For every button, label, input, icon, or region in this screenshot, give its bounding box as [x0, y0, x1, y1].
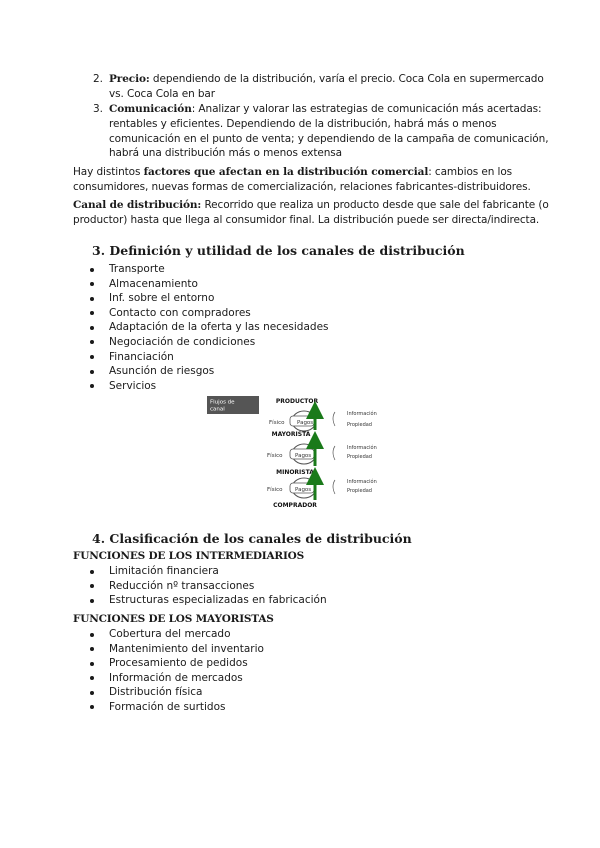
bullet-item: Asunción de riesgos [90, 364, 329, 379]
diagram-title: Flujos de [210, 399, 235, 406]
left-label: Físico [267, 487, 283, 493]
item-text: : Analizar y valorar las estrategias de comunicación más acertadas: [191, 103, 542, 115]
bullet-item: Información de mercados [90, 671, 264, 686]
left-label: Físico [267, 453, 283, 459]
bullet-item: Reducción nº transacciones [90, 579, 327, 594]
bullet-item: Formación de surtidos [90, 700, 264, 715]
section-3-list [90, 262, 329, 393]
bullet-item: Distribución física [90, 685, 264, 700]
mayoristas-heading: FUNCIONES DE LOS MAYORISTAS [73, 613, 274, 625]
bullet-item: Cobertura del mercado [90, 627, 264, 642]
bullet-item: Contacto con compradores [90, 306, 329, 321]
intermediarios-heading: FUNCIONES DE LOS INTERMEDIARIOS [73, 550, 305, 562]
item-text-line: rentables y eficientes. Dependiendo de la distribución, habrá más o menos [109, 118, 497, 130]
pill-label: Pagos [297, 420, 314, 426]
bullet-item: Financiación [90, 350, 329, 365]
bullet-item: Mantenimiento del inventario [90, 642, 264, 657]
bullet-item: Limitación financiera [90, 564, 327, 579]
item-number: 3. [93, 103, 104, 115]
connector [333, 446, 335, 460]
paragraph-text: Recorrido que realiza un producto desde que sale del fabricante (o [201, 199, 549, 211]
paragraph-text: : cambios en los [428, 166, 513, 178]
item-text-line: vs. Coca Cola en bar [109, 88, 215, 100]
item-text-line: habrá una distribución más o menos extensa [109, 147, 342, 159]
numbered-item-comunicacion [109, 103, 541, 116]
pill-label: Pagos [295, 453, 312, 459]
right-label: Información [347, 479, 377, 485]
bullet-item: Adaptación de la oferta y las necesidades [90, 320, 329, 335]
right-label: Información [347, 411, 377, 417]
intermediarios-list [90, 564, 327, 608]
mayoristas-list [90, 627, 264, 715]
node-mayorista: MAYORISTA [271, 431, 311, 438]
section-3-title: 3. Definición y utilidad de los canales de distribución [92, 243, 465, 258]
node-comprador: COMPRADOR [273, 502, 317, 509]
bullet-item: Procesamiento de pedidos [90, 656, 264, 671]
factors-paragraph [73, 166, 512, 179]
paragraph-line: consumidores, nuevas formas de comercialización, relaciones fabricantes-distribuidores. [73, 181, 531, 193]
item-term: Precio: [109, 73, 150, 85]
bullet-item: Transporte [90, 262, 329, 277]
paragraph-line: productor) hasta que llega al consumidor final. La distribución puede ser directa/indirecta. [73, 214, 540, 226]
bullet-item: Almacenamiento [90, 277, 329, 292]
item-text: dependiendo de la distribución, varía el precio. Coca Cola en supermercado [149, 73, 544, 85]
node-productor: PRODUCTOR [275, 398, 319, 405]
diagram-title: canal [210, 406, 225, 413]
paragraph-bold: factores que afectan en la distribución comercial [143, 166, 429, 178]
numbered-item-precio [109, 73, 544, 86]
paragraph-bold: Canal de distribución: [73, 199, 202, 211]
connector [333, 412, 335, 426]
connector [333, 480, 335, 494]
right-label: Propiedad [347, 422, 372, 428]
item-text-line: comunicación en el punto de venta; y dependiendo de la campaña de comunicación, [109, 133, 549, 145]
right-label: Propiedad [347, 454, 372, 460]
bullet-item: Negociación de condiciones [90, 335, 329, 350]
pill-label: Pagos [295, 487, 312, 493]
node-minorista: MINORISTA [276, 469, 314, 476]
right-label: Propiedad [347, 488, 372, 494]
item-number: 2. [93, 73, 104, 85]
bullet-item: Estructuras especializadas en fabricación [90, 593, 327, 608]
section-4-title: 4. Clasificación de los canales de distribución [92, 531, 412, 546]
canal-paragraph [73, 199, 549, 212]
left-label: Físico [269, 420, 285, 426]
bullet-item: Servicios [90, 379, 329, 394]
item-term: Comunicación [109, 103, 192, 115]
bullet-item: Inf. sobre el entorno [90, 291, 329, 306]
paragraph-text: Hay distintos [73, 166, 144, 178]
right-label: Información [347, 445, 377, 451]
channel-flow-diagram [207, 396, 391, 509]
